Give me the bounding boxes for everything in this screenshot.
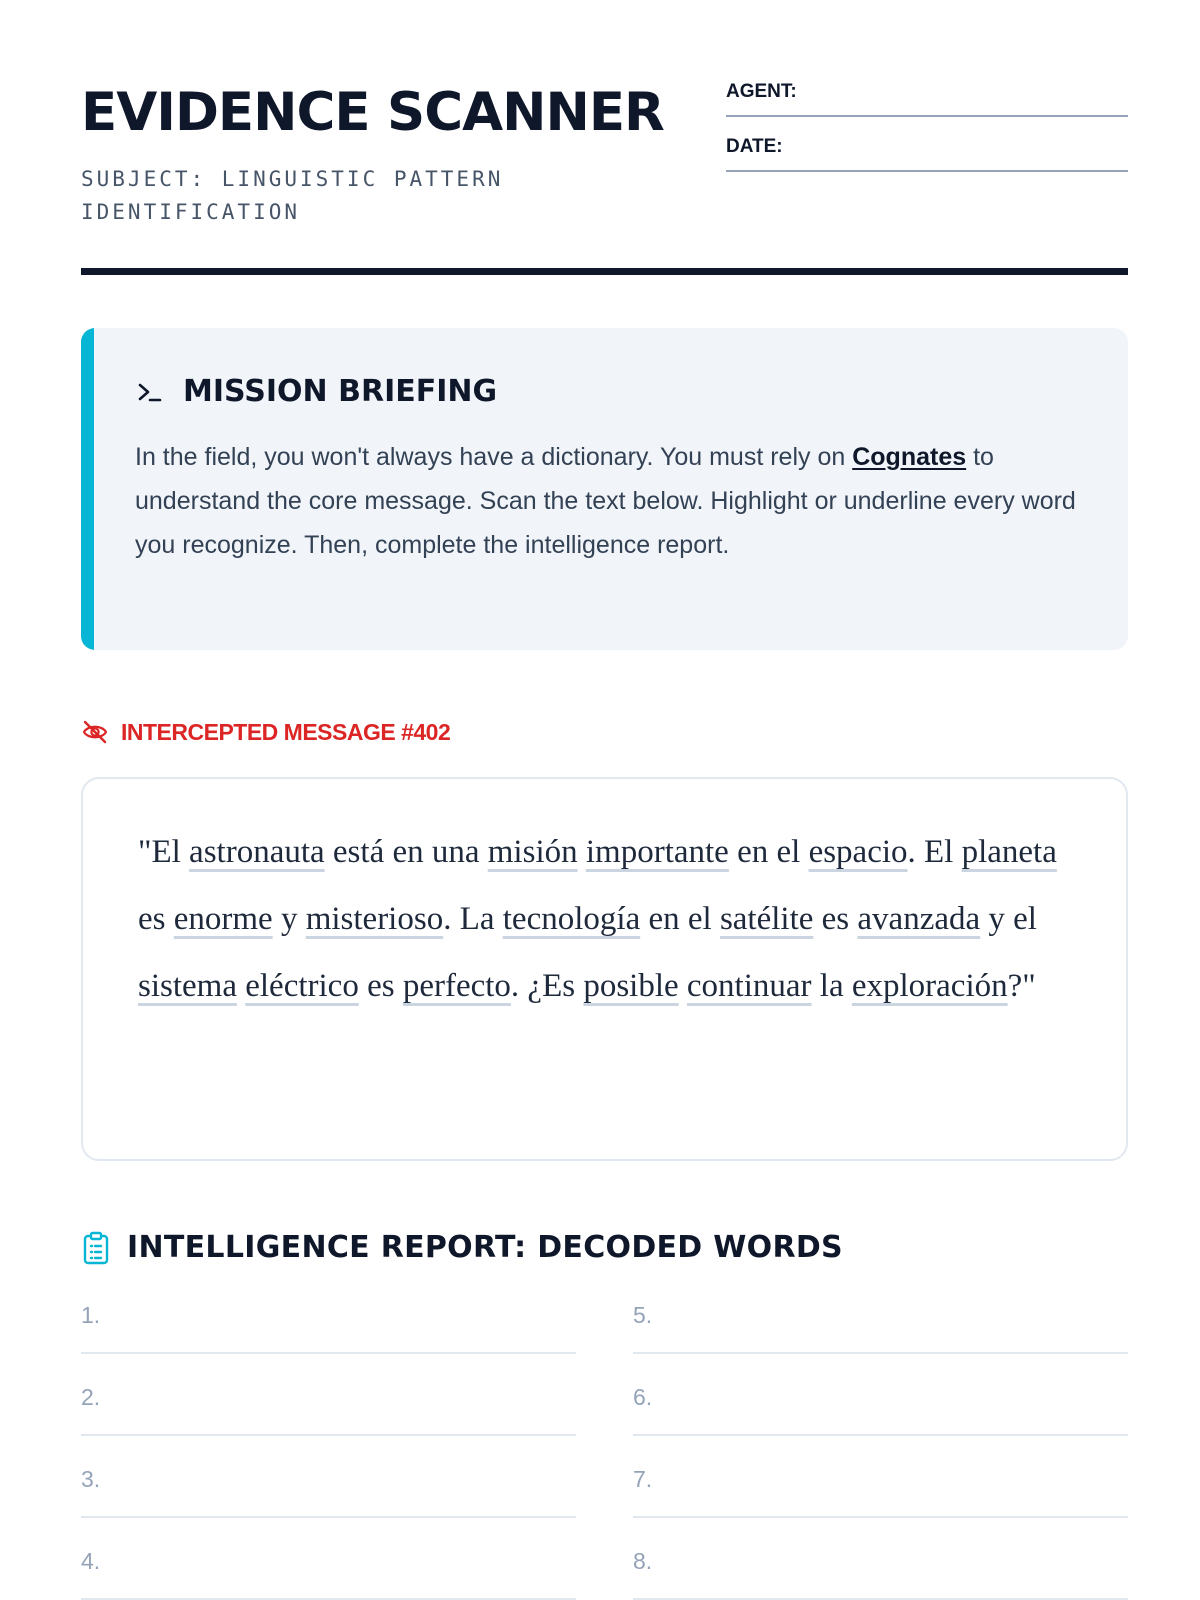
agent-info-fields <box>726 78 1128 188</box>
cognate-word[interactable]: tecnología <box>502 901 641 937</box>
cognate-word[interactable]: posible <box>583 968 679 1004</box>
agent-field[interactable] <box>726 78 1128 117</box>
message-text: y el <box>980 901 1037 937</box>
answer-line-2[interactable] <box>81 1382 576 1436</box>
briefing-title: MISSION BRIEFING <box>183 374 498 409</box>
cognate-word[interactable]: espacio <box>808 834 908 870</box>
answer-line-1[interactable] <box>81 1300 576 1354</box>
cognate-word[interactable]: eléctrico <box>245 968 359 1004</box>
message-text: es <box>813 901 858 937</box>
header <box>81 0 1128 275</box>
message-text: . ¿Es <box>510 968 584 1004</box>
message-text: en el <box>728 834 809 870</box>
clipboard-icon <box>81 1231 111 1265</box>
message-text: . El <box>907 834 962 870</box>
agent-label: AGENT: <box>726 81 797 102</box>
briefing-keyword: Cognates <box>852 443 967 471</box>
briefing-text <box>135 435 1095 567</box>
date-label: DATE: <box>726 136 783 157</box>
message-text <box>578 834 586 870</box>
eye-off-icon <box>81 718 109 746</box>
cognate-word[interactable]: enorme <box>173 901 273 937</box>
answer-number: 8. <box>633 1548 653 1574</box>
cognate-word[interactable]: planeta <box>961 834 1057 870</box>
message-text <box>237 968 245 1004</box>
answer-line-5[interactable] <box>633 1300 1128 1354</box>
message-text: en el <box>640 901 720 937</box>
briefing-heading <box>135 374 497 409</box>
cognate-word[interactable]: misterioso <box>305 901 444 937</box>
cognate-word[interactable]: misión <box>487 834 578 870</box>
answer-number: 2. <box>81 1384 101 1410</box>
message-text <box>679 968 687 1004</box>
cognate-word[interactable]: satélite <box>719 901 814 937</box>
message-text: . La <box>443 901 503 937</box>
answer-line-3[interactable] <box>81 1464 576 1518</box>
cognate-word[interactable]: importante <box>585 834 729 870</box>
answer-number: 3. <box>81 1466 101 1492</box>
terminal-icon <box>135 377 165 407</box>
intercepted-message-label <box>81 718 450 746</box>
page-subtitle: SUBJECT: LINGUISTIC PATTERN IDENTIFICATION <box>81 167 504 224</box>
mission-briefing-card <box>81 328 1128 650</box>
briefing-text-intro: In the field, you won't always have a dictionary. You must rely on <box>135 443 853 471</box>
answer-number: 7. <box>633 1466 653 1492</box>
page-title: EVIDENCE SCANNER <box>81 82 664 143</box>
message-text: "El <box>138 834 190 870</box>
message-text: es <box>358 968 403 1004</box>
cognate-word[interactable]: continuar <box>686 968 812 1004</box>
date-field[interactable] <box>726 133 1128 172</box>
briefing-text-rest: to understand the core message. Scan the text below. Highlight or underline every word you recognize. Then, complete the intelligence report. <box>135 443 1076 559</box>
message-text: la <box>811 968 852 1004</box>
intercepted-message-title: INTERCEPTED MESSAGE #402 <box>121 718 451 745</box>
worksheet-page <box>81 0 1128 1574</box>
cognate-word[interactable]: exploración <box>851 968 1008 1004</box>
cognate-word[interactable]: astronauta <box>189 834 325 870</box>
header-divider <box>81 268 1128 275</box>
answer-line-4[interactable] <box>81 1546 576 1600</box>
report-title: INTELLIGENCE REPORT: DECODED WORDS <box>127 1230 843 1265</box>
answer-number: 5. <box>633 1302 653 1328</box>
answer-line-7[interactable] <box>633 1464 1128 1518</box>
answer-number: 1. <box>81 1302 101 1328</box>
answer-line-6[interactable] <box>633 1382 1128 1436</box>
answer-number: 4. <box>81 1548 101 1574</box>
answer-line-8[interactable] <box>633 1546 1128 1600</box>
intercepted-message-box <box>81 777 1128 1161</box>
message-text: está en una <box>324 834 488 870</box>
cognate-word[interactable]: perfecto <box>402 968 511 1004</box>
report-heading <box>81 1230 843 1265</box>
cognate-word[interactable]: sistema <box>138 968 237 1004</box>
message-text: es <box>138 901 174 937</box>
intercepted-message-text <box>138 819 1078 1020</box>
message-text: ?" <box>1007 968 1036 1004</box>
message-text: y <box>272 901 306 937</box>
cognate-word[interactable]: avanzada <box>857 901 981 937</box>
answer-number: 6. <box>633 1384 653 1410</box>
